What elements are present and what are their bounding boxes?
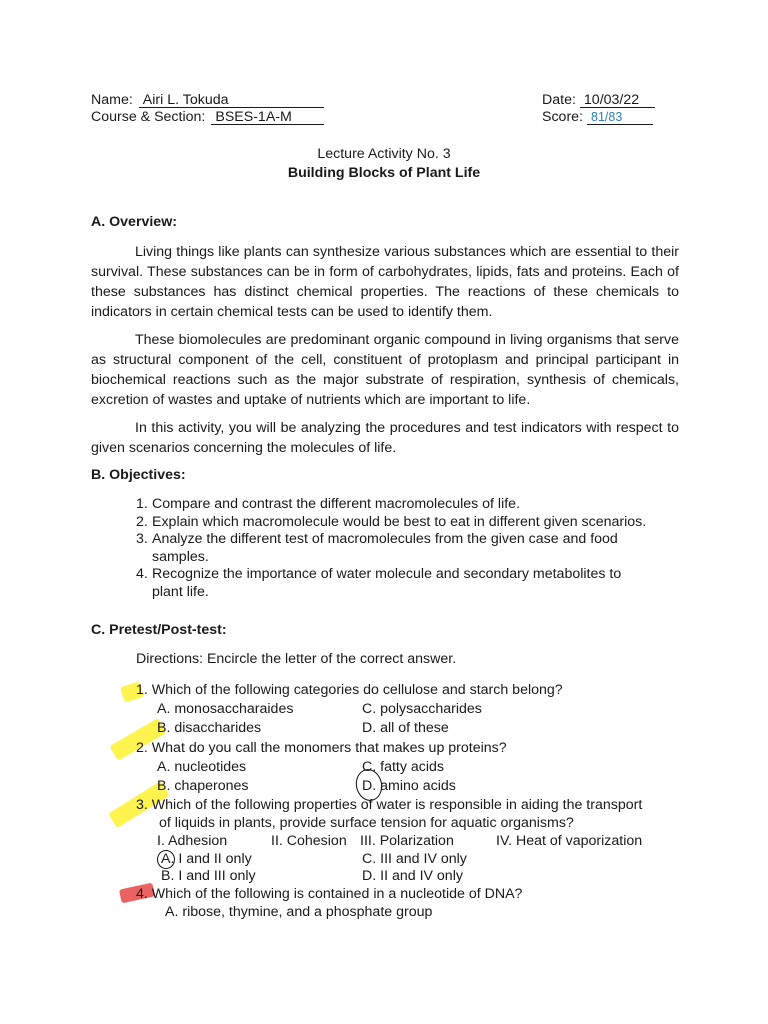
score-field: 81/83 <box>587 110 653 125</box>
q3-roman-1: I. Adhesion <box>157 833 228 849</box>
q1-option-b: B. disaccharides <box>157 720 262 736</box>
activity-title: Lecture Activity No. 3 <box>317 146 451 162</box>
objective-text: Explain which macromolecule would be best to eat in different given scenarios. <box>152 513 647 530</box>
objectives-list <box>136 496 696 602</box>
date-label: Date: <box>542 92 576 108</box>
q3-option-d: D. II and IV only <box>362 868 463 884</box>
course-label: Course & Section: <box>91 109 206 125</box>
score-label: Score: <box>542 109 584 125</box>
objective-text: Recognize the importance of water molecule and secondary metabolites to plant life. <box>152 566 622 600</box>
q2-option-b: B. chaperones <box>157 778 249 794</box>
objective-item <box>136 514 696 532</box>
question-3-line-1: 3. Which of the following properties of water is responsible in aiding the transport <box>136 797 643 813</box>
q1-option-d: D. all of these <box>362 720 449 736</box>
q2-option-d: D. amino acids <box>362 778 456 794</box>
objective-item <box>136 496 696 514</box>
date-field: 10/03/22 <box>580 93 655 108</box>
overview-paragraph-2: These biomolecules are predominant organic compound in living organisms that serve as structural component of the cell, constituent of protoplasm and principal participant in biochemical reactions such as the major substrate of respiration, synthesis of chemicals, excretion of wastes and uptake of nutrients which are important to life. <box>91 332 679 408</box>
q1-option-a: A. monosaccharaides <box>157 701 294 717</box>
q1-option-c: C. polysaccharides <box>362 701 482 717</box>
answer-circle-mark <box>157 850 175 869</box>
course-row <box>91 109 324 125</box>
overview-paragraph-3: In this activity, you will be analyzing the procedures and test indicators with respect to given scenarios concerning the molecules of life. <box>91 420 679 456</box>
name-row <box>91 92 324 108</box>
objective-text: Compare and contrast the different macromolecules of life. <box>152 496 521 512</box>
q2-option-a: A. nucleotides <box>157 759 247 775</box>
q3-option-c: C. III and IV only <box>362 851 467 867</box>
overview-paragraph-1: Living things like plants can synthesize various substances which are essential to their survival. These substances can be in form of carbohydrates, lipids, fats and proteins. Each of these substances has distinct chemical properties. The reactions of these chemicals to indicators in certain chemical tests can be used to identify them. <box>91 244 679 320</box>
objectives-heading: B. Objectives: <box>91 467 186 483</box>
q2-option-c: C. fatty acids <box>362 759 445 775</box>
question-2: 2. What do you call the monomers that makes up proteins? <box>136 740 507 756</box>
topic-title: Building Blocks of Plant Life <box>287 165 481 181</box>
question-3-line-2: of liquids in plants, provide surface tension for aquatic organisms? <box>159 815 574 831</box>
objective-number: 4. <box>136 566 148 583</box>
q3-option-a: A. I and II only <box>161 851 252 867</box>
objective-item <box>136 566 696 601</box>
objective-text: Analyze the different test of macromolecules from the given case and food samples. <box>152 531 618 565</box>
score-row <box>542 109 653 125</box>
directions-text: Directions: Encircle the letter of the correct answer. <box>136 651 457 667</box>
objective-number: 1. <box>136 496 148 512</box>
overview-heading: A. Overview: <box>91 214 177 230</box>
q3-roman-2: II. Cohesion <box>271 833 347 849</box>
objective-item <box>136 531 696 566</box>
date-row <box>542 92 655 108</box>
name-field: Airi L. Tokuda <box>139 93 324 108</box>
q3-option-b: B. I and III only <box>161 868 256 884</box>
objective-number: 3. <box>136 531 148 548</box>
course-field: BSES-1A-M <box>211 110 324 125</box>
objective-number: 2. <box>136 513 148 530</box>
question-4: 4. Which of the following is contained in a nucleotide of DNA? <box>136 886 523 902</box>
q3-roman-3: III. Polarization <box>360 833 454 849</box>
name-label: Name: <box>91 92 133 108</box>
q4-option-a: A. ribose, thymine, and a phosphate group <box>165 904 433 920</box>
question-1: 1. Which of the following categories do cellulose and starch belong? <box>136 682 563 698</box>
q3-roman-4: IV. Heat of vaporization <box>496 833 643 849</box>
pretest-heading: C. Pretest/Post-test: <box>91 622 227 638</box>
